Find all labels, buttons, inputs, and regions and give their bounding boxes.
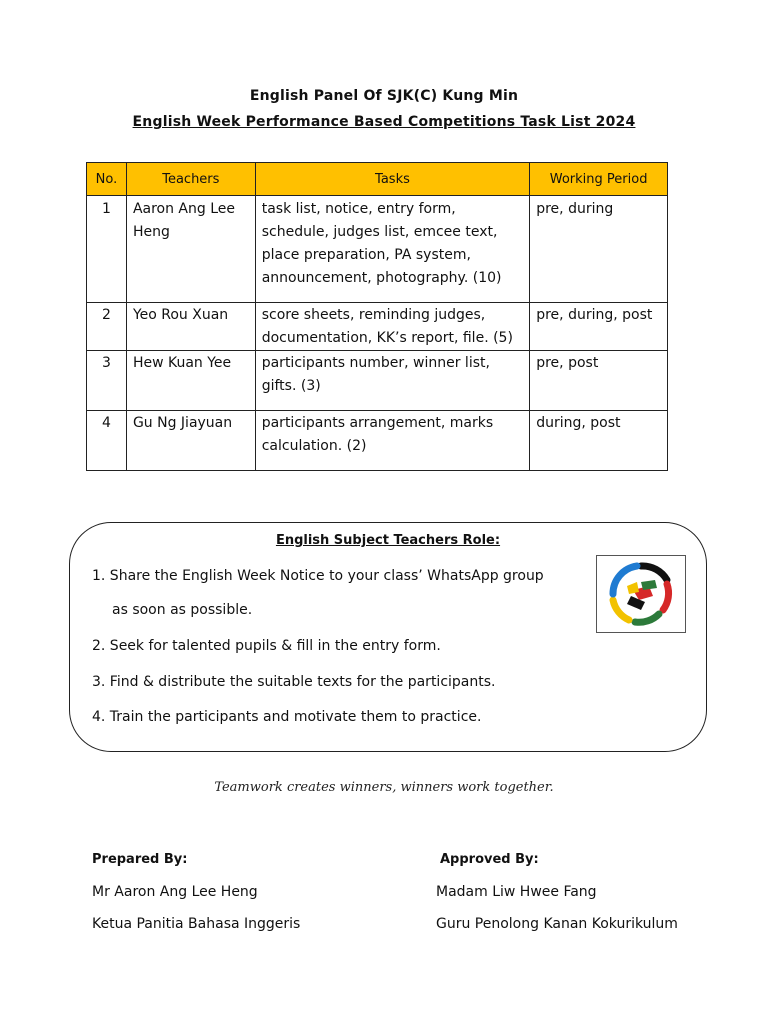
column-header-no: No. [87, 163, 127, 196]
table-row [87, 351, 668, 411]
role-item-3: 3. Find & distribute the suitable texts for the participants. [92, 674, 496, 690]
role-item-1-continued: as soon as possible. [112, 602, 253, 618]
row-period: pre, during [530, 196, 668, 303]
table-header-row [87, 163, 668, 196]
table-row [87, 411, 668, 471]
row-tasks: participants arrangement, marks calculation. (2) [255, 411, 530, 471]
row-teacher: Yeo Rou Xuan [126, 303, 255, 351]
prepared-by-name: Mr Aaron Ang Lee Heng [92, 884, 258, 900]
document-subtitle: English Week Performance Based Competitions Task List 2024 [132, 114, 636, 130]
role-item-2: 2. Seek for talented pupils & fill in the entry form. [92, 638, 441, 654]
row-period: pre, post [530, 351, 668, 411]
table-row [87, 303, 668, 351]
approved-by-name: Madam Liw Hwee Fang [436, 884, 597, 900]
row-teacher: Gu Ng Jiayuan [126, 411, 255, 471]
approved-by-title: Guru Penolong Kanan Kokurikulum [436, 916, 678, 932]
row-tasks: score sheets, reminding judges, documentation, KK’s report, file. (5) [255, 303, 530, 351]
row-period: pre, during, post [530, 303, 668, 351]
approved-by-label: Approved By: [440, 852, 539, 867]
row-number: 2 [87, 303, 127, 351]
role-item-1: 1. Share the English Week Notice to your class’ WhatsApp group [92, 568, 544, 584]
column-header-tasks: Tasks [255, 163, 530, 196]
prepared-by-title: Ketua Panitia Bahasa Inggeris [92, 916, 301, 932]
document-title: English Panel Of SJK(C) Kung Min [249, 88, 519, 104]
teachers-role-box [69, 522, 707, 752]
row-number: 3 [87, 351, 127, 411]
row-tasks: task list, notice, entry form, schedule, judges list, emcee text, place preparation, PA system, announcement, photography. (10) [255, 196, 530, 303]
row-number: 4 [87, 411, 127, 471]
teamwork-hands-icon [596, 555, 686, 633]
row-tasks: participants number, winner list, gifts. (3) [255, 351, 530, 411]
role-title: English Subject Teachers Role: [275, 533, 501, 548]
row-number: 1 [87, 196, 127, 303]
prepared-by-label: Prepared By: [92, 852, 188, 867]
task-table [86, 162, 668, 471]
row-period: during, post [530, 411, 668, 471]
column-header-working-period: Working Period [530, 163, 668, 196]
motto-text: Teamwork creates winners, winners work together. [214, 780, 554, 795]
role-item-4: 4. Train the participants and motivate them to practice. [92, 709, 482, 725]
row-teacher: Aaron Ang Lee Heng [126, 196, 255, 303]
column-header-teachers: Teachers [126, 163, 255, 196]
table-row [87, 196, 668, 303]
row-teacher: Hew Kuan Yee [126, 351, 255, 411]
